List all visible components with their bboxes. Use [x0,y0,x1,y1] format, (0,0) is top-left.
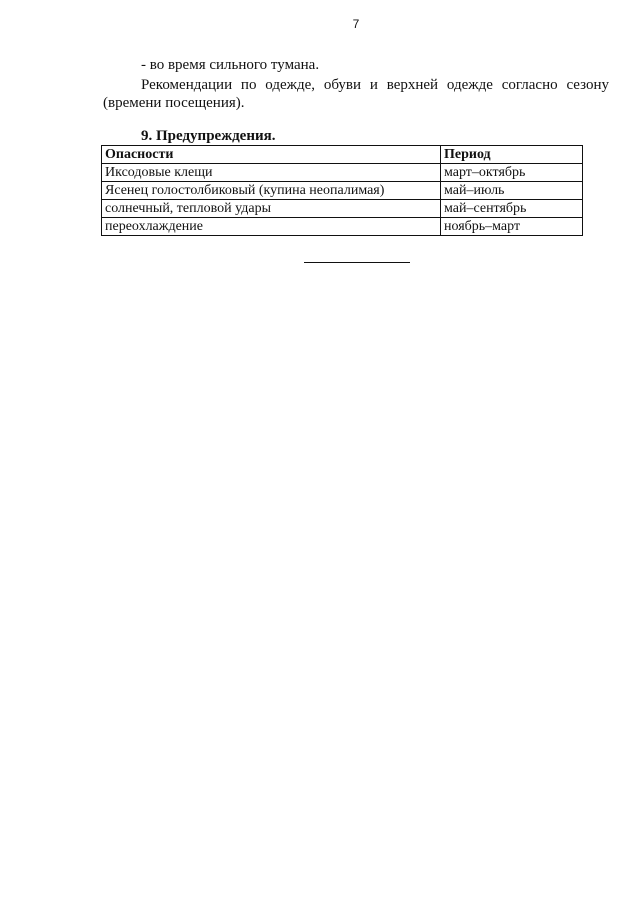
hazards-table [101,145,583,236]
period-cell: май–сентябрь [441,200,583,218]
table-row [102,164,583,182]
end-separator-rule [304,262,410,263]
hazard-cell: Ясенец голостолбиковый (купина неопалимая) [102,182,441,200]
page-number: 7 [352,17,360,31]
table-row [102,200,583,218]
period-column-header: Период [441,146,583,164]
table-row [102,218,583,236]
table-header-row [102,146,583,164]
clothing-recommendation-continuation: (времени посещения). [103,95,245,111]
period-cell: май–июль [441,182,583,200]
clothing-recommendation-line: Рекомендации по одежде, обуви и верхней одежде согласно сезону [141,77,609,93]
warnings-section-heading: 9. Предупреждения. [141,128,276,144]
hazard-column-header: Опасности [102,146,441,164]
fog-condition-line: - во время сильного тумана. [141,57,320,73]
hazard-cell: Иксодовые клещи [102,164,441,182]
hazard-cell: переохлаждение [102,218,441,236]
period-cell: ноябрь–март [441,218,583,236]
table-row [102,182,583,200]
hazard-cell: солнечный, тепловой удары [102,200,441,218]
period-cell: март–октябрь [441,164,583,182]
